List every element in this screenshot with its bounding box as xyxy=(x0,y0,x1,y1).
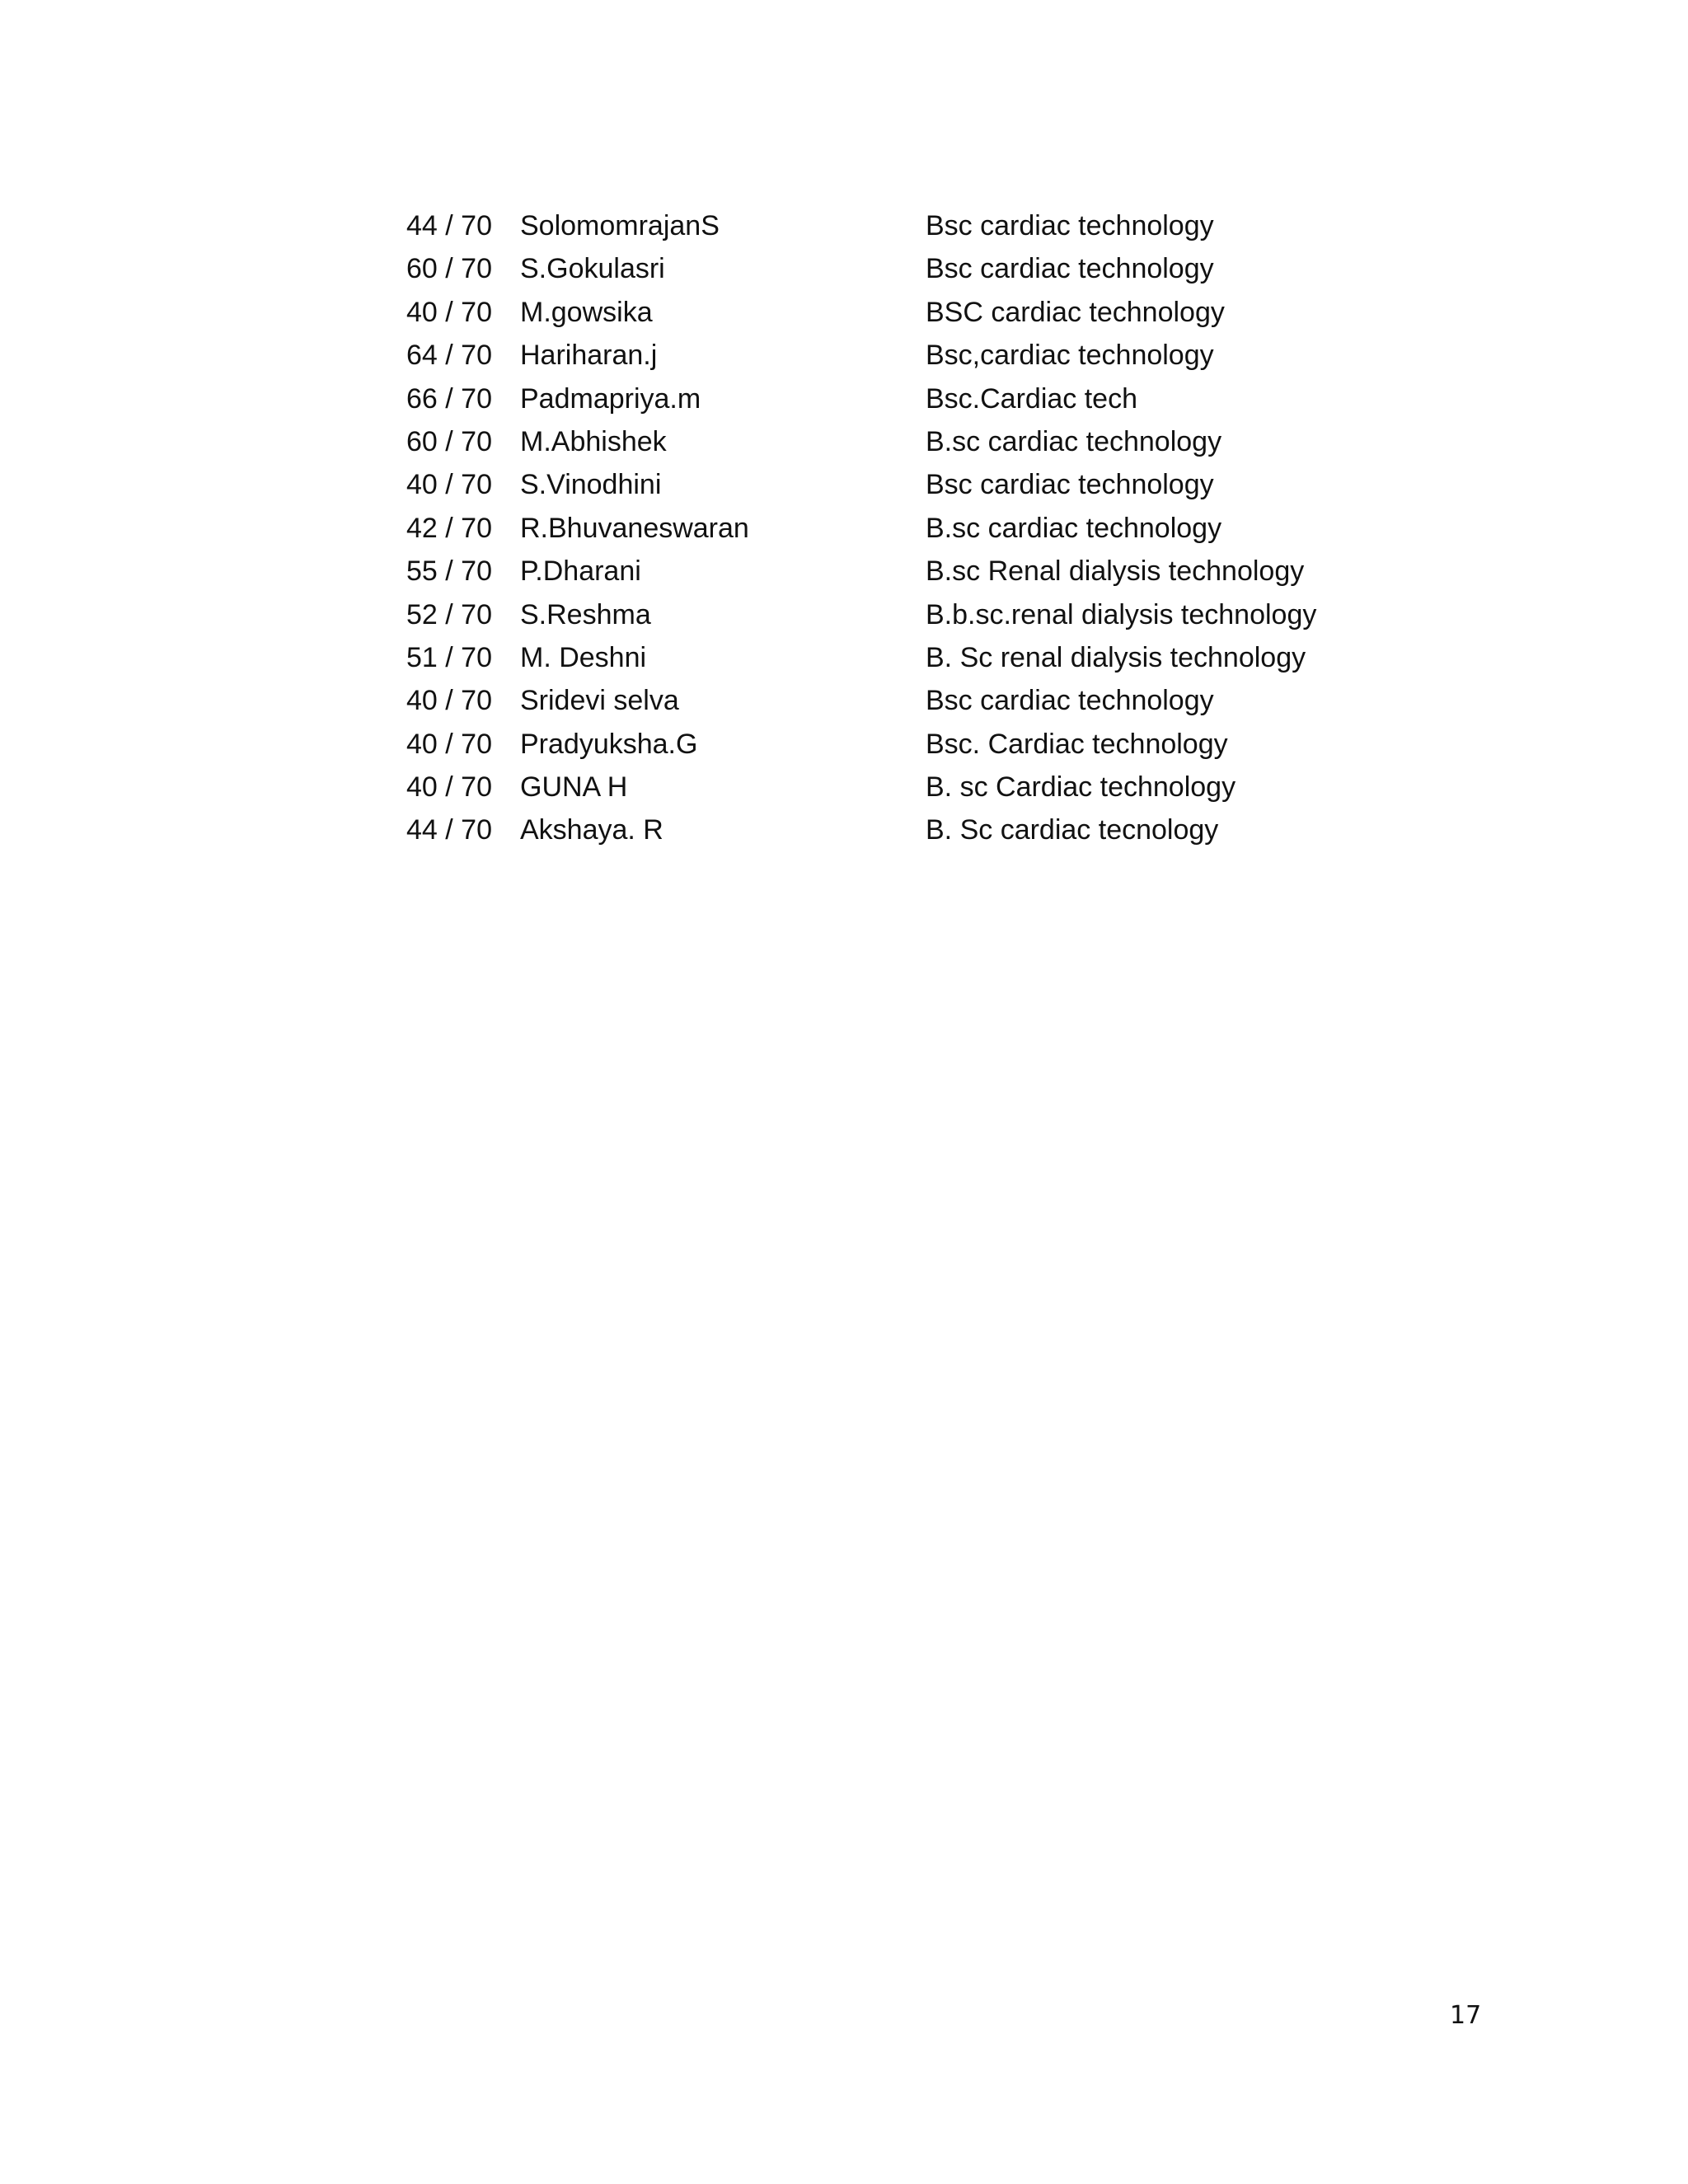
result-row xyxy=(406,766,1395,808)
result-row xyxy=(406,204,1395,247)
score: 44 / 70 xyxy=(406,210,492,241)
course-name: B.sc Renal dialysis technology xyxy=(926,555,1305,588)
score: 40 / 70 xyxy=(406,296,492,328)
score: 40 / 70 xyxy=(406,771,492,804)
result-row xyxy=(406,723,1395,766)
course-name: B.sc cardiac technology xyxy=(926,512,1222,544)
student-name: M. Deshni xyxy=(520,641,647,673)
score: 40 / 70 xyxy=(406,728,492,760)
course-name: B.sc cardiac technology xyxy=(926,425,1222,457)
result-row xyxy=(406,507,1395,550)
score: 64 / 70 xyxy=(406,340,492,372)
student-name: Hariharan.j xyxy=(520,340,658,372)
result-row xyxy=(406,420,1395,463)
course-name: B.b.sc.renal dialysis technology xyxy=(926,598,1317,630)
course-name: B. sc Cardiac technology xyxy=(926,771,1236,804)
course-name: B. Sc cardiac tecnology xyxy=(926,814,1219,846)
student-name: S.Vinodhini xyxy=(520,469,662,501)
student-name: S.Reshma xyxy=(520,598,651,630)
result-row xyxy=(406,377,1395,420)
course-name: Bsc cardiac technology xyxy=(926,253,1214,285)
student-name: P.Dharani xyxy=(520,555,641,588)
student-name: GUNA H xyxy=(520,771,628,804)
score: 52 / 70 xyxy=(406,598,492,630)
score: 42 / 70 xyxy=(406,512,492,544)
course-name: Bsc cardiac technology xyxy=(926,210,1214,241)
score: 66 / 70 xyxy=(406,382,492,415)
course-name: BSC cardiac technology xyxy=(926,296,1225,328)
result-row xyxy=(406,679,1395,722)
score: 60 / 70 xyxy=(406,253,492,285)
course-name: Bsc. Cardiac technology xyxy=(926,728,1228,760)
score: 51 / 70 xyxy=(406,641,492,673)
result-row xyxy=(406,550,1395,593)
course-name: Bsc,cardiac technology xyxy=(926,340,1214,372)
student-name: Pradyuksha.G xyxy=(520,728,698,760)
student-name: M.gowsika xyxy=(520,296,653,328)
score: 40 / 70 xyxy=(406,469,492,501)
score: 55 / 70 xyxy=(406,555,492,588)
result-row xyxy=(406,247,1395,290)
page-number: 17 xyxy=(1450,2001,1482,2030)
student-name: R.Bhuvaneswaran xyxy=(520,512,749,544)
results-list xyxy=(406,204,1395,852)
student-name: M.Abhishek xyxy=(520,425,667,457)
student-name: S.Gokulasri xyxy=(520,253,665,285)
result-row xyxy=(406,463,1395,506)
student-name: SolomomrajanS xyxy=(520,210,720,241)
course-name: B. Sc renal dialysis technology xyxy=(926,641,1306,673)
student-name: Akshaya. R xyxy=(520,814,663,846)
course-name: Bsc cardiac technology xyxy=(926,469,1214,501)
student-name: Sridevi selva xyxy=(520,685,679,717)
course-name: Bsc.Cardiac tech xyxy=(926,382,1137,415)
result-row xyxy=(406,291,1395,334)
student-name: Padmapriya.m xyxy=(520,382,701,415)
score: 44 / 70 xyxy=(406,814,492,846)
result-row xyxy=(406,593,1395,636)
score: 60 / 70 xyxy=(406,425,492,457)
score: 40 / 70 xyxy=(406,685,492,717)
result-row xyxy=(406,636,1395,679)
result-row xyxy=(406,808,1395,851)
course-name: Bsc cardiac technology xyxy=(926,685,1214,717)
result-row xyxy=(406,334,1395,377)
